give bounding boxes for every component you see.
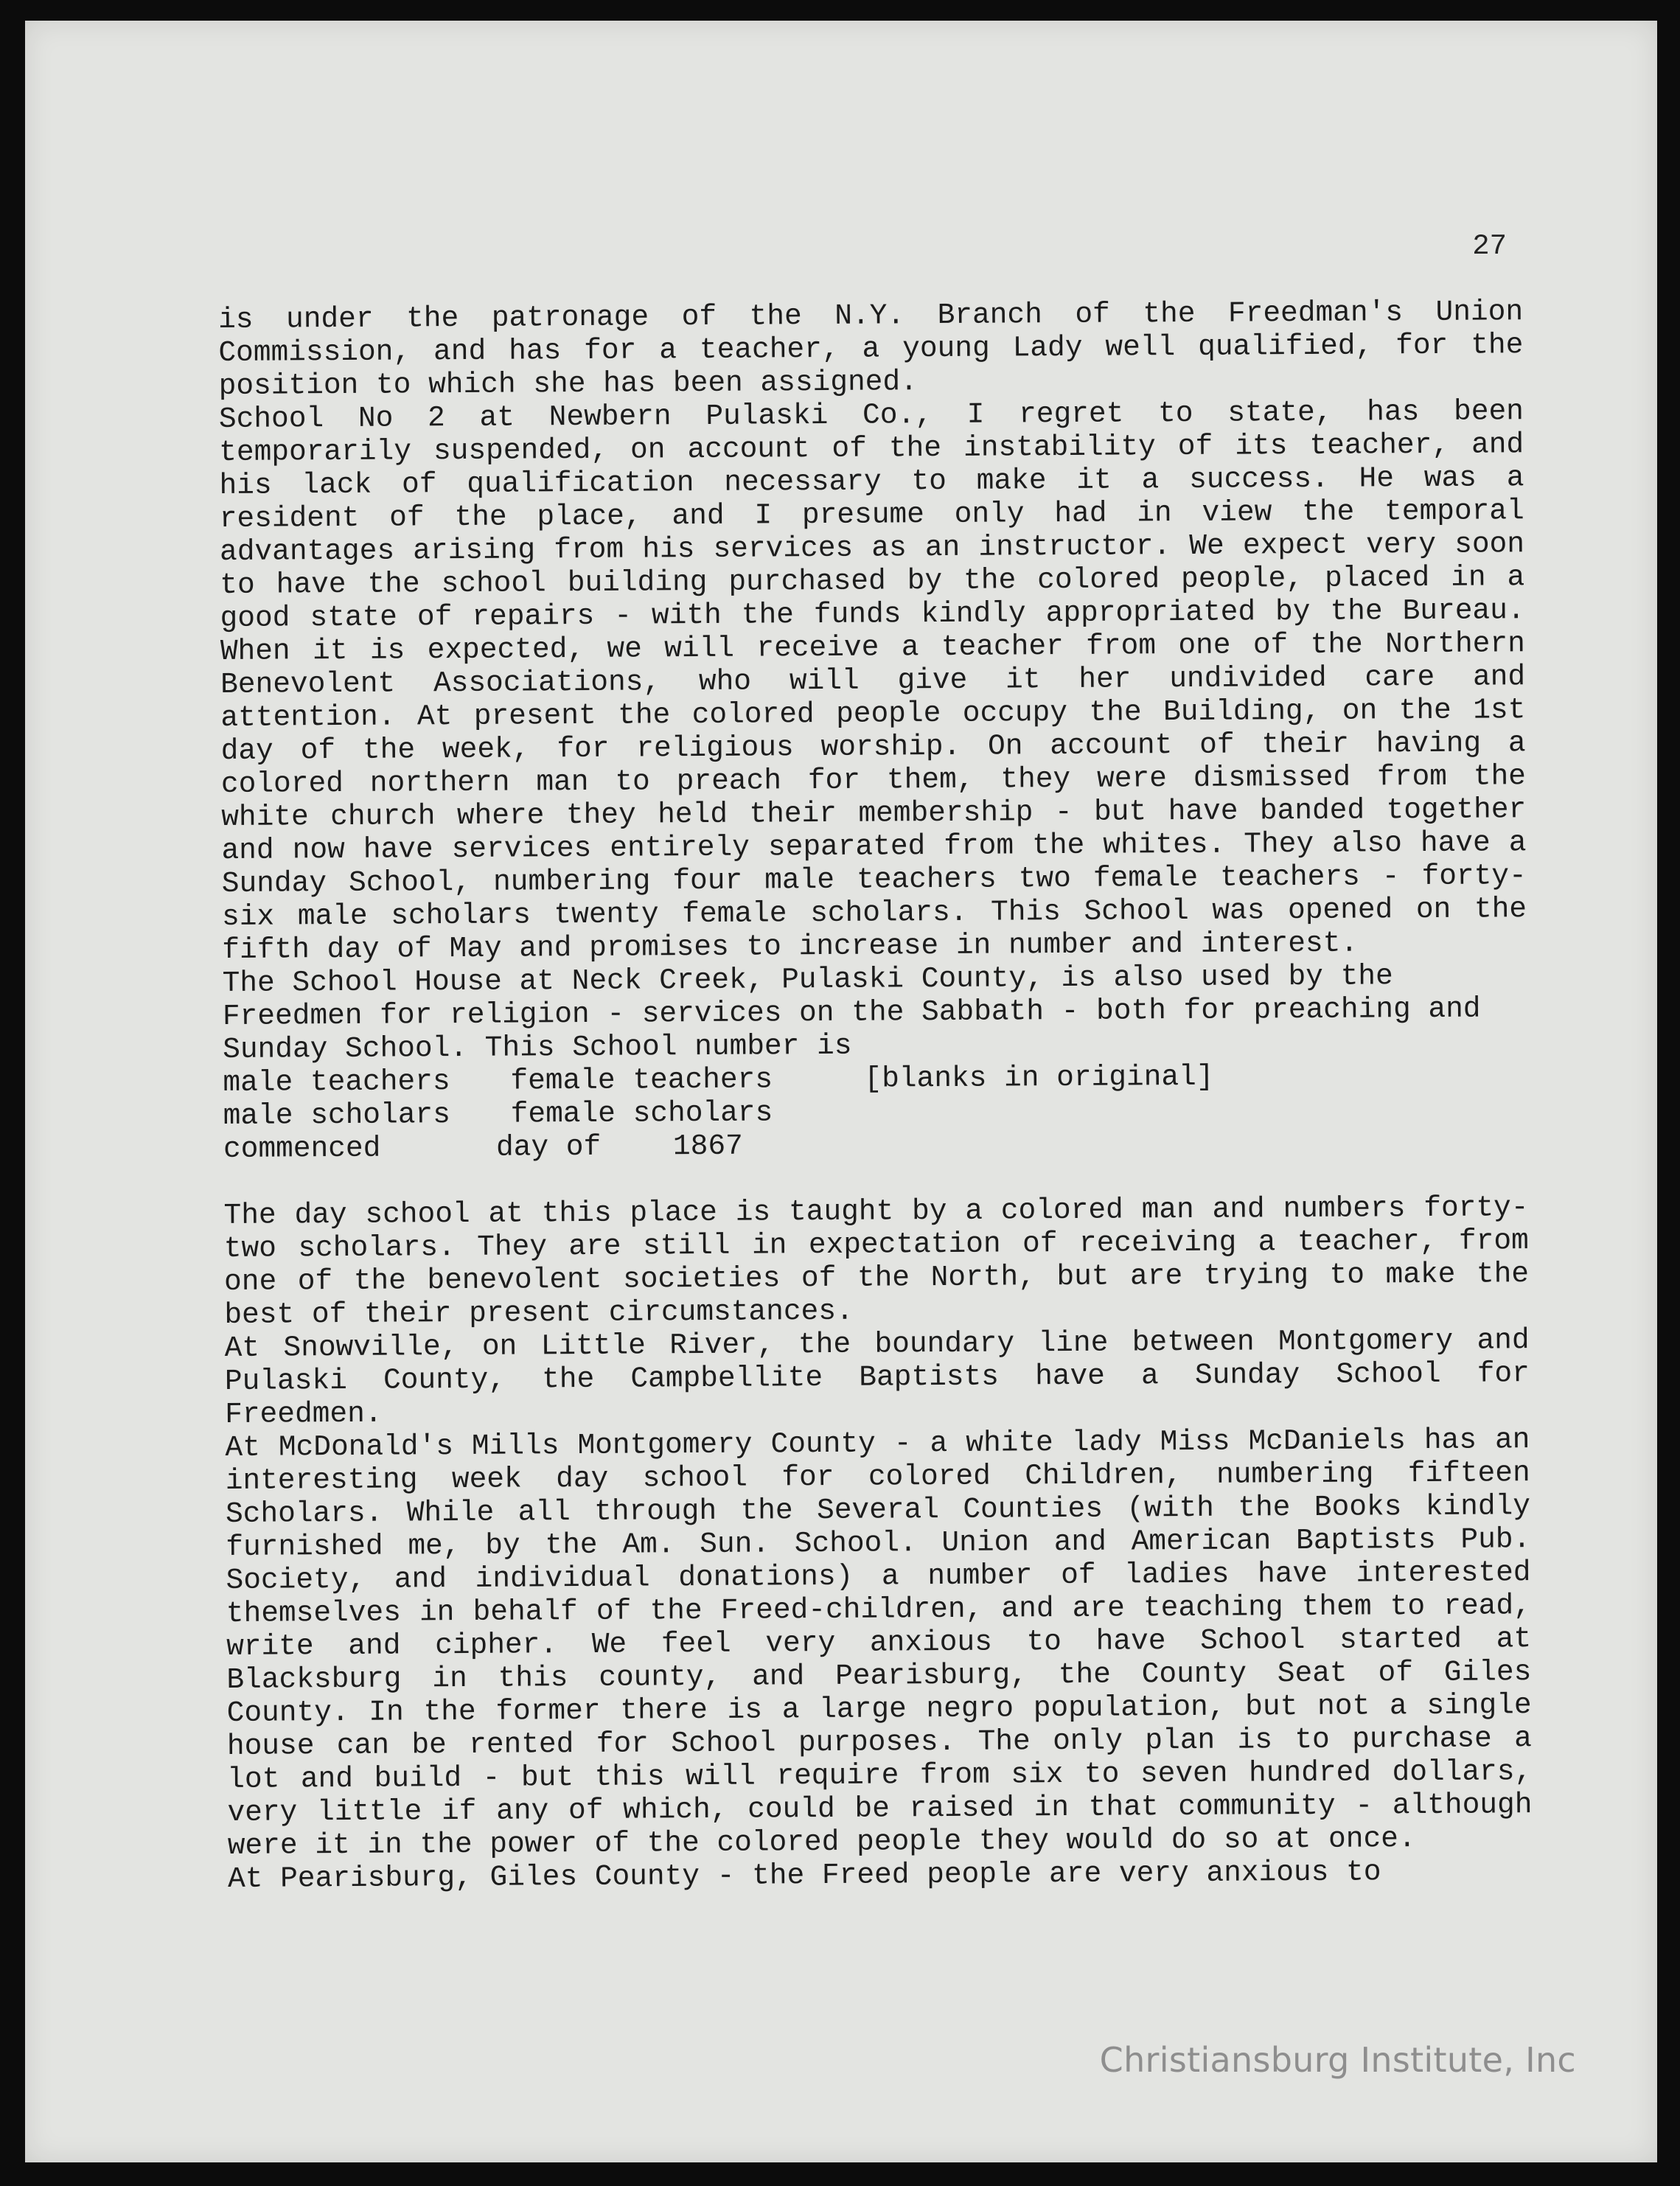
female-teachers-label: female teachers bbox=[510, 1062, 773, 1098]
paragraph: The day school at this place is taught by a colored man and numbers forty-two scholars. They are still in expectation of receiving a teacher, from one of the benevolent societies of the North, but are trying to make the best of their present circumstances. bbox=[223, 1191, 1530, 1332]
paragraph: is under the patronage of the N.Y. Branch of the Freedman's Union Commission, and has for a teacher, a young Lady well qualified, for the position to which she has been assigned. bbox=[218, 295, 1524, 403]
page-number: 27 bbox=[1472, 230, 1507, 262]
paragraph: At Pearisburg, Giles County - the Freed people are very anxious to bbox=[227, 1855, 1381, 1896]
typescript-body bbox=[218, 295, 1533, 1896]
document-page bbox=[25, 21, 1657, 2162]
commenced-label: commenced bbox=[223, 1131, 381, 1166]
paragraph: The School House at Neck Creek, Pulaski County, is also used by the Freedmen for religion - services on the Sabbath - both for preaching and Sunday School. This School number is bbox=[222, 959, 1481, 1066]
paragraph: At Snowville, on Little River, the boundary line between Montgomery and Pulaski County, the Campbellite Baptists have a Sunday School for Freedmen. bbox=[224, 1323, 1530, 1431]
male-scholars-label: male scholars bbox=[223, 1098, 451, 1132]
school-record-blanks bbox=[223, 1058, 1528, 1166]
watermark: Christiansburg Institute, Inc bbox=[1099, 2040, 1576, 2080]
blanks-note: [blanks in original] bbox=[864, 1059, 1214, 1096]
paragraph: School No 2 at Newbern Pulaski Co., I regret to state, has been temporarily suspended, on account of the instability of its teacher, and his lack of qualification necessary to make it a success. He was a resident of the place, and I presume only had in view the temporal advantages arising from his services as an instructor. We expect very soon to have the school building purchased by the colored people, placed in a good state of repairs - with the funds kindly appropriated by the Bureau. When it is expected, we will receive a teacher from one of the Northern Benevolent Associations, who will give it her undivided care and attention. At present the colored people occupy the Building, on the 1st day of the week, for religious worship. On account of their having a colored northern man to preach for them, they were dismissed from the white church where they held their membership - but have banded together and now have services entirely separated from the whites. They also have a Sunday School, numbering four male teachers two female teachers - forty-six male scholars twenty female scholars. This School was opened on the fifth day of May and promises to increase in number and interest. bbox=[218, 394, 1527, 967]
day-of-label: day of bbox=[495, 1129, 602, 1164]
male-teachers-label: male teachers bbox=[223, 1065, 450, 1099]
paragraph: At McDonald's Mills Montgomery County - a white lady Miss McDaniels has an interesting week day school for colored Children, numbering fifteen Scholars. While all through the Several Counties (with the Books kindly furnished me, by the Am. Sun. School. Union and American Baptists Pub. Society, and individual donations) a number of ladies have interested themselves in behalf of the Freed-children, and are teaching them to read, write and cipher. We feel very anxious to have School started at Blacksburg in this county, and Pearisburg, the County Seat of Giles County. In the former there is a large negro population, but not a single house can be rented for School purposes. The only plan is to purchase a lot and build - but this will require from six to seven hundred dollars, very little if any of which, could be raised in that community - although were it in the power of the colored people they would do so at once. bbox=[225, 1423, 1533, 1862]
year-label: 1867 bbox=[672, 1129, 743, 1163]
female-scholars-label: female scholars bbox=[510, 1096, 773, 1131]
